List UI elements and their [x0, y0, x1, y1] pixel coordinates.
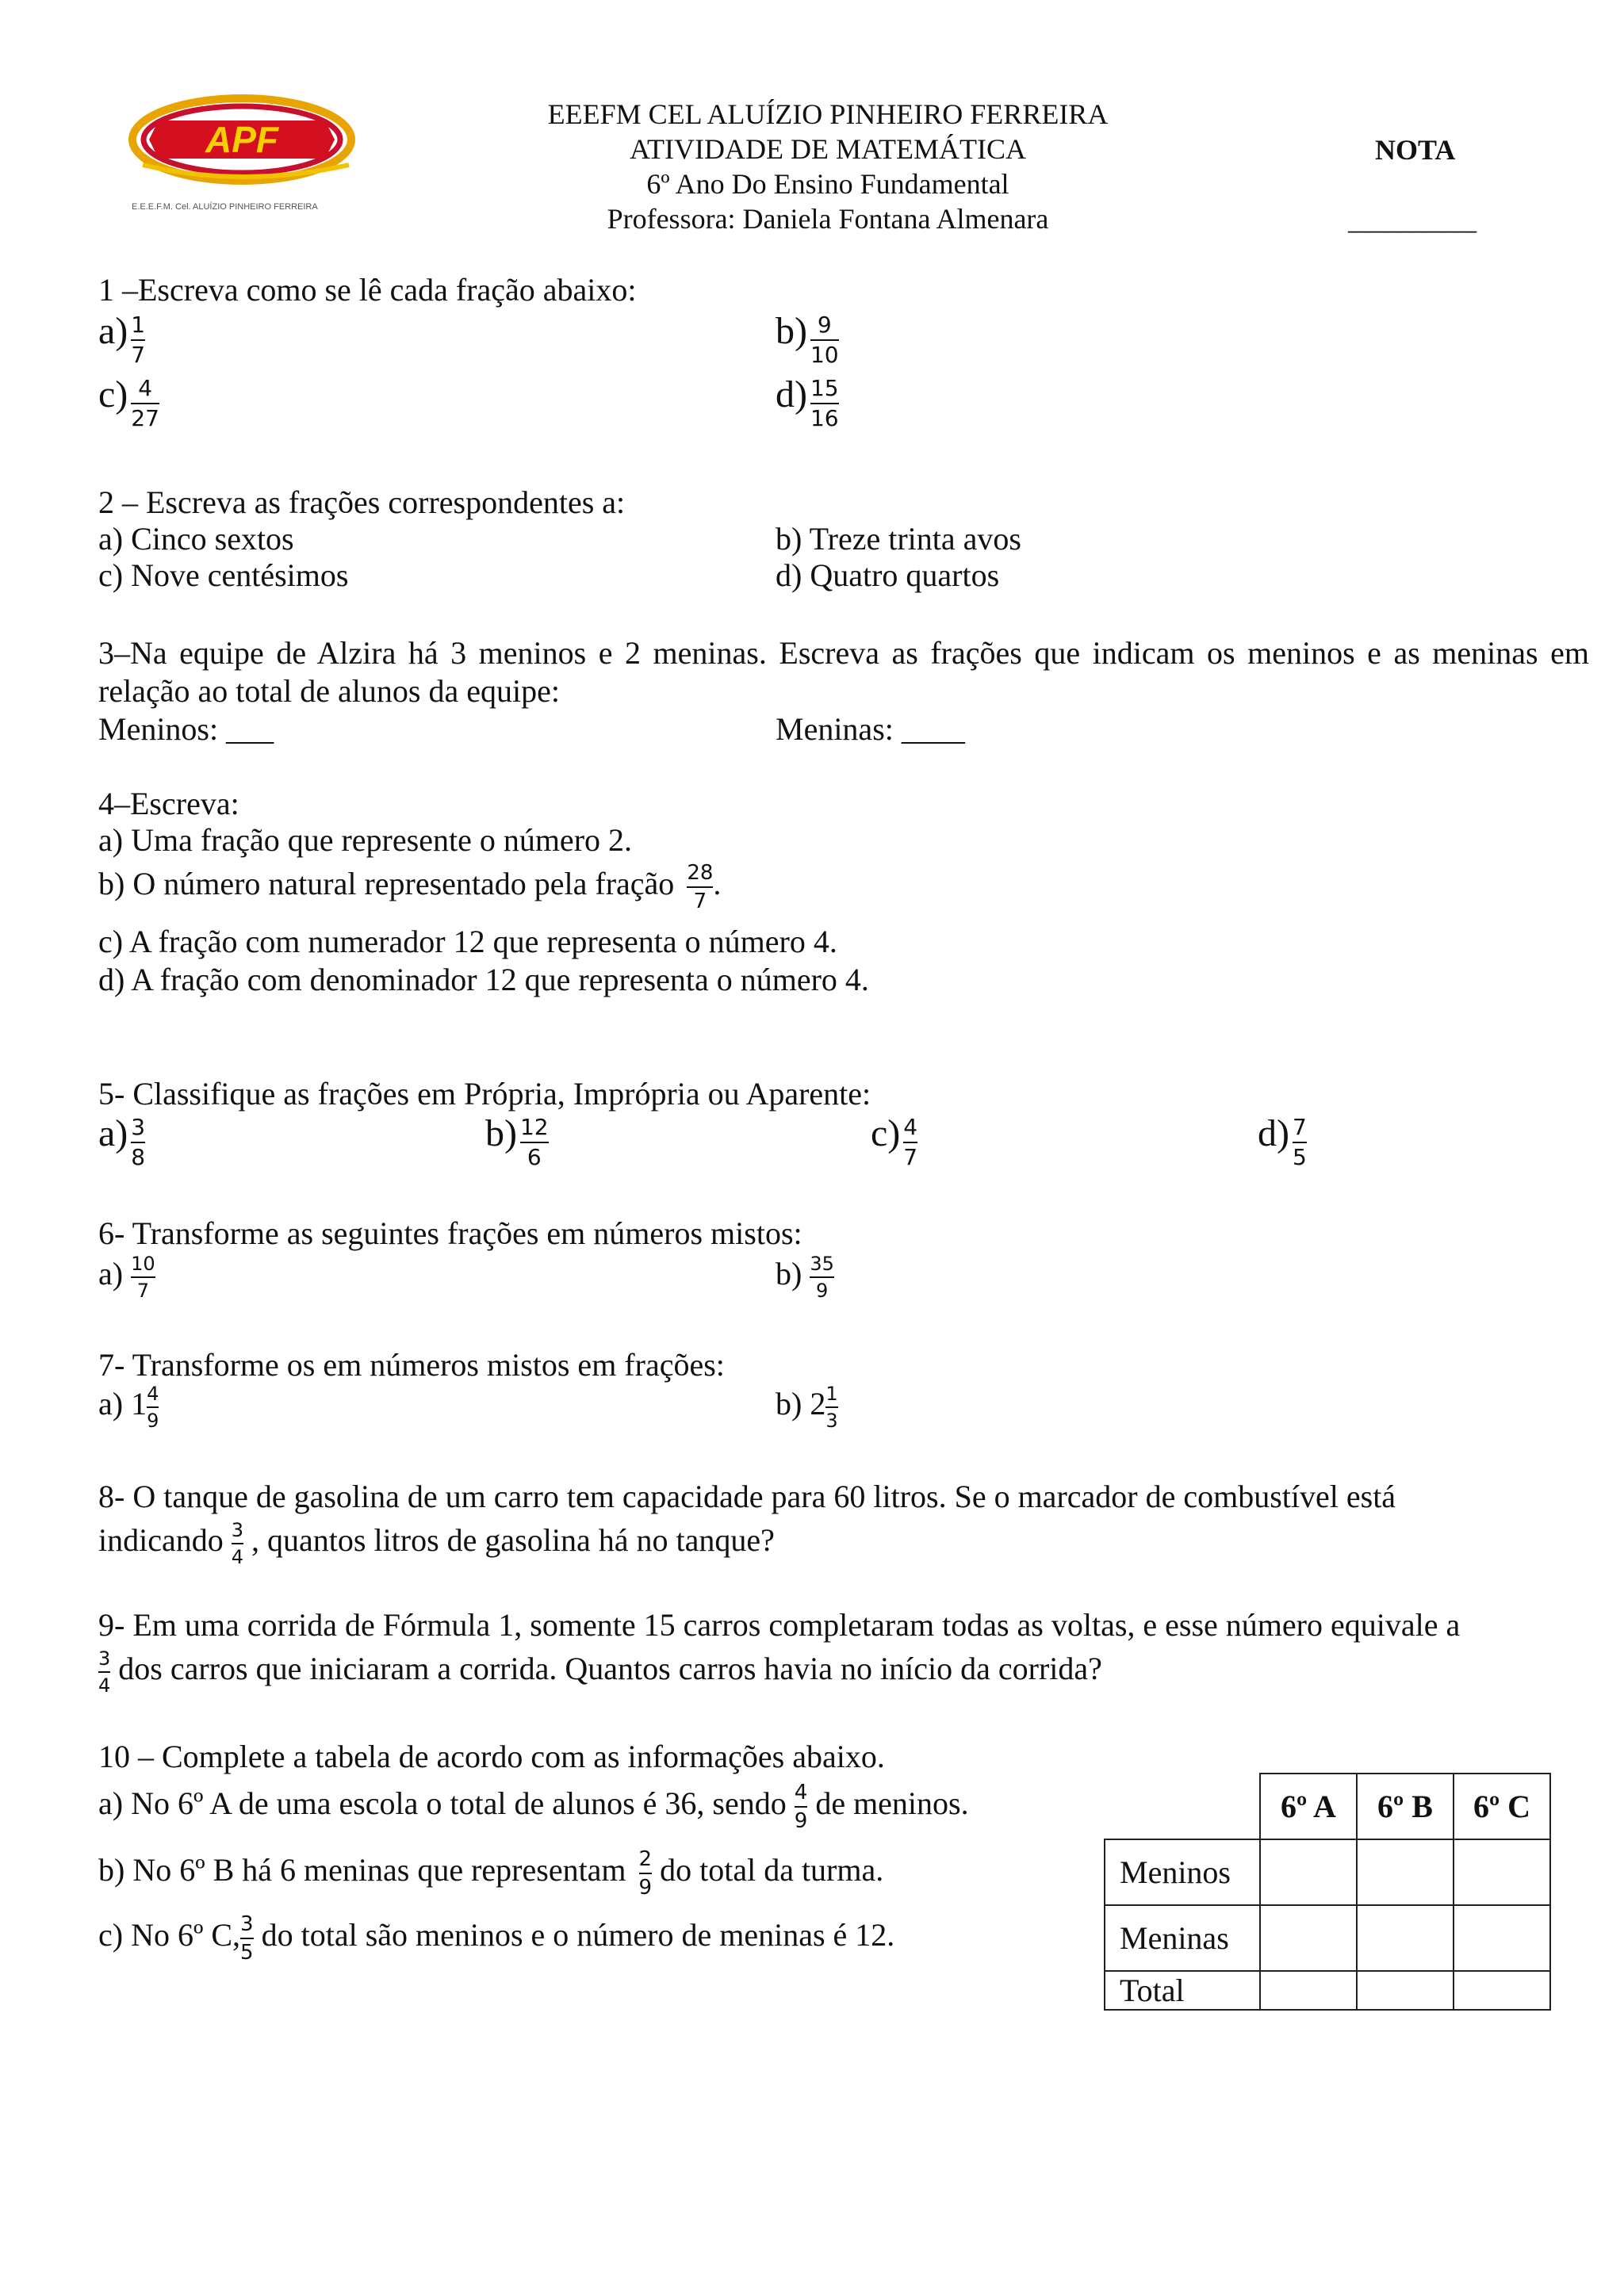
q5-item-c — [871, 1112, 917, 1170]
q10-item-c — [98, 1912, 894, 1965]
grade-field[interactable]: _________ — [1348, 204, 1477, 235]
numerator: 28 — [687, 861, 714, 885]
fraction — [810, 1253, 834, 1302]
q7-item-b — [776, 1383, 838, 1432]
numerator: 2 — [638, 1847, 653, 1871]
numerator: 10 — [131, 1253, 155, 1275]
q10-answer-table — [1104, 1773, 1551, 2011]
school-name: EEEFM CEL ALUÍZIO PINHEIRO FERREIRA — [547, 98, 1109, 130]
q4-item-d: d) A fração com denominador 12 que representa o número 4. — [98, 962, 869, 997]
activity-title: ATIVIDADE DE MATEMÁTICA — [630, 133, 1026, 165]
numerator: 9 — [817, 312, 832, 339]
table-row — [1105, 1905, 1550, 1971]
denominator: 7 — [693, 890, 707, 913]
fraction — [232, 1519, 243, 1568]
question-6-prompt: 6- Transforme as seguintes frações em números mistos: — [98, 1215, 802, 1251]
table-corner — [1105, 1774, 1260, 1839]
fraction — [825, 1383, 837, 1432]
q3-meninas: Meninas: ____ — [776, 711, 965, 747]
q10-a-end: de meninos. — [815, 1785, 969, 1822]
item-label: a) 1 — [98, 1386, 147, 1422]
item-label: c) — [871, 1112, 901, 1154]
item-label: b) — [776, 310, 807, 352]
answer-cell[interactable] — [1260, 1839, 1357, 1905]
q10-a-text: a) No 6º A de uma escola o total de alunos é 36, sendo — [98, 1785, 787, 1822]
school-logo — [127, 94, 365, 212]
fraction — [639, 1847, 653, 1900]
question-3-prompt: 3–Na equipe de Alzira há 3 meninos e 2 meninas. Escreva as frações que indicam os meninos e as meninas em relação ao total de alunos da equipe: — [98, 635, 1589, 709]
q6-item-b — [776, 1253, 834, 1302]
q10-c-end: do total são meninos e o número de meninas é 12. — [261, 1917, 895, 1954]
denominator: 4 — [231, 1546, 244, 1568]
question-8-line1: 8- O tanque de gasolina de um carro tem capacidade para 60 litros. Se o marcador de combustível está — [98, 1479, 1396, 1514]
question-1-prompt: 1 –Escreva como se lê cada fração abaixo: — [98, 272, 637, 308]
grade-label: NOTA — [1375, 134, 1456, 166]
denominator: 3 — [825, 1410, 838, 1432]
q8-text-end: , quantos litros de gasolina há no tanque? — [251, 1522, 775, 1559]
denominator: 9 — [815, 1280, 829, 1302]
fraction — [240, 1912, 254, 1965]
q2-item-a: a) Cinco sextos — [98, 521, 294, 557]
denominator: 4 — [98, 1674, 111, 1697]
question-2-prompt: 2 – Escreva as frações correspondentes a: — [98, 484, 626, 520]
numerator: 3 — [240, 1912, 254, 1936]
q10-b-end: do total da turma. — [660, 1852, 884, 1888]
q10-b-text: b) No 6º B há 6 meninas que representam — [98, 1852, 626, 1888]
numerator: 3 — [231, 1519, 244, 1541]
q5-item-b — [485, 1112, 549, 1170]
fraction — [131, 1253, 155, 1302]
denominator: 10 — [810, 342, 839, 369]
answer-cell[interactable] — [1260, 1971, 1357, 2010]
fraction — [131, 312, 145, 368]
apf-logo-icon — [127, 94, 365, 197]
q1-item-c — [98, 373, 159, 431]
table-row — [1105, 1971, 1550, 2010]
fraction — [98, 1647, 110, 1697]
q1-item-b — [776, 309, 839, 368]
item-label: a) — [98, 310, 128, 352]
table-header-row — [1105, 1774, 1550, 1839]
column-header: 6º A — [1260, 1774, 1357, 1839]
teacher-name: Professora: Daniela Fontana Almenara — [607, 203, 1049, 235]
denominator: 27 — [131, 405, 159, 432]
q10-item-a — [98, 1781, 969, 1833]
numerator: 4 — [138, 375, 153, 402]
q5-item-d — [1258, 1112, 1307, 1170]
item-label: a) — [98, 1112, 128, 1154]
denominator: 7 — [131, 342, 146, 369]
column-header: 6º B — [1357, 1774, 1454, 1839]
q2-item-b: b) Treze trinta avos — [776, 521, 1021, 557]
item-label: d) — [1258, 1112, 1289, 1154]
fraction — [903, 1115, 917, 1170]
question-10-prompt: 10 – Complete a tabela de acordo com as informações abaixo. — [98, 1739, 885, 1774]
denominator: 9 — [638, 1876, 653, 1900]
denominator: 7 — [136, 1280, 149, 1302]
row-label: Meninos — [1105, 1839, 1260, 1905]
question-5-prompt: 5- Classifique as frações em Própria, Imprópria ou Aparente: — [98, 1076, 871, 1112]
question-7-prompt: 7- Transforme os em números mistos em frações: — [98, 1347, 725, 1383]
fraction — [810, 376, 839, 431]
q10-item-b — [98, 1847, 883, 1900]
answer-cell[interactable] — [1260, 1905, 1357, 1971]
period: . — [713, 866, 722, 902]
numerator: 4 — [794, 1781, 808, 1804]
q4-item-b-text: b) O número natural representado pela fração — [98, 866, 675, 902]
row-label: Total — [1105, 1971, 1260, 2010]
logo-text: APF — [205, 119, 278, 160]
row-label: Meninas — [1105, 1905, 1260, 1971]
item-label: b) — [776, 1256, 802, 1292]
fraction — [687, 861, 713, 913]
q2-item-c: c) Nove centésimos — [98, 557, 349, 593]
fraction — [810, 312, 839, 368]
answer-cell[interactable] — [1454, 1905, 1550, 1971]
q1-item-a — [98, 309, 145, 368]
fraction — [131, 1115, 145, 1170]
denominator: 5 — [1292, 1144, 1307, 1171]
numerator: 7 — [1292, 1114, 1307, 1141]
grade-level: 6º Ano Do Ensino Fundamental — [646, 168, 1009, 200]
item-label: b) 2 — [776, 1386, 826, 1422]
answer-cell[interactable] — [1357, 1839, 1454, 1905]
numerator: 4 — [903, 1114, 918, 1141]
q6-item-a — [98, 1253, 155, 1302]
answer-cell[interactable] — [1357, 1971, 1454, 2010]
q4-item-b — [98, 861, 721, 913]
numerator: 15 — [810, 375, 839, 402]
logo-caption: E.E.E.F.M. Cel. ALUÍZIO PINHEIRO FERREIRA — [132, 202, 318, 212]
q8-text-start: indicando — [98, 1522, 224, 1559]
denominator: 9 — [794, 1809, 808, 1833]
denominator: 6 — [527, 1144, 542, 1171]
denominator: 5 — [240, 1941, 254, 1965]
denominator: 7 — [903, 1144, 918, 1171]
denominator: 9 — [147, 1410, 159, 1432]
answer-cell[interactable] — [1454, 1971, 1550, 2010]
numerator: 1 — [825, 1383, 838, 1405]
question-9-line1: 9- Em uma corrida de Fórmula 1, somente 15 carros completaram todas as voltas, e esse número equivale a — [98, 1607, 1461, 1643]
q2-item-d: d) Quatro quartos — [776, 557, 1000, 593]
item-label: a) — [98, 1256, 124, 1292]
table-row — [1105, 1839, 1550, 1905]
numerator: 3 — [98, 1647, 111, 1670]
question-9-line2 — [98, 1647, 1102, 1697]
question-4-prompt: 4–Escreva: — [98, 786, 239, 821]
fraction — [520, 1115, 549, 1170]
numerator: 1 — [131, 312, 146, 339]
numerator: 4 — [147, 1383, 159, 1405]
item-label: d) — [776, 373, 807, 415]
numerator: 3 — [131, 1114, 146, 1141]
q1-item-d — [776, 373, 839, 431]
numerator: 12 — [519, 1114, 549, 1141]
q9-text-end: dos carros que iniciaram a corrida. Quantos carros havia no início da corrida? — [118, 1651, 1102, 1687]
item-label: b) — [485, 1112, 517, 1154]
q3-meninos: Meninos: ___ — [98, 711, 274, 747]
fraction — [1293, 1115, 1307, 1170]
fraction — [795, 1781, 808, 1833]
item-label: c) — [98, 373, 128, 415]
question-8-line2 — [98, 1519, 775, 1568]
q4-item-a: a) Uma fração que represente o número 2. — [98, 822, 633, 858]
denominator: 8 — [131, 1144, 146, 1171]
q7-item-a — [98, 1383, 159, 1432]
fraction — [147, 1383, 159, 1432]
denominator: 16 — [810, 405, 839, 432]
fraction — [131, 376, 159, 431]
answer-cell[interactable] — [1357, 1905, 1454, 1971]
q5-item-a — [98, 1112, 145, 1170]
q4-item-c: c) A fração com numerador 12 que representa o número 4. — [98, 924, 837, 959]
numerator: 35 — [810, 1253, 834, 1275]
q10-c-text: c) No 6º C, — [98, 1917, 241, 1954]
answer-cell[interactable] — [1454, 1839, 1550, 1905]
column-header: 6º C — [1454, 1774, 1550, 1839]
